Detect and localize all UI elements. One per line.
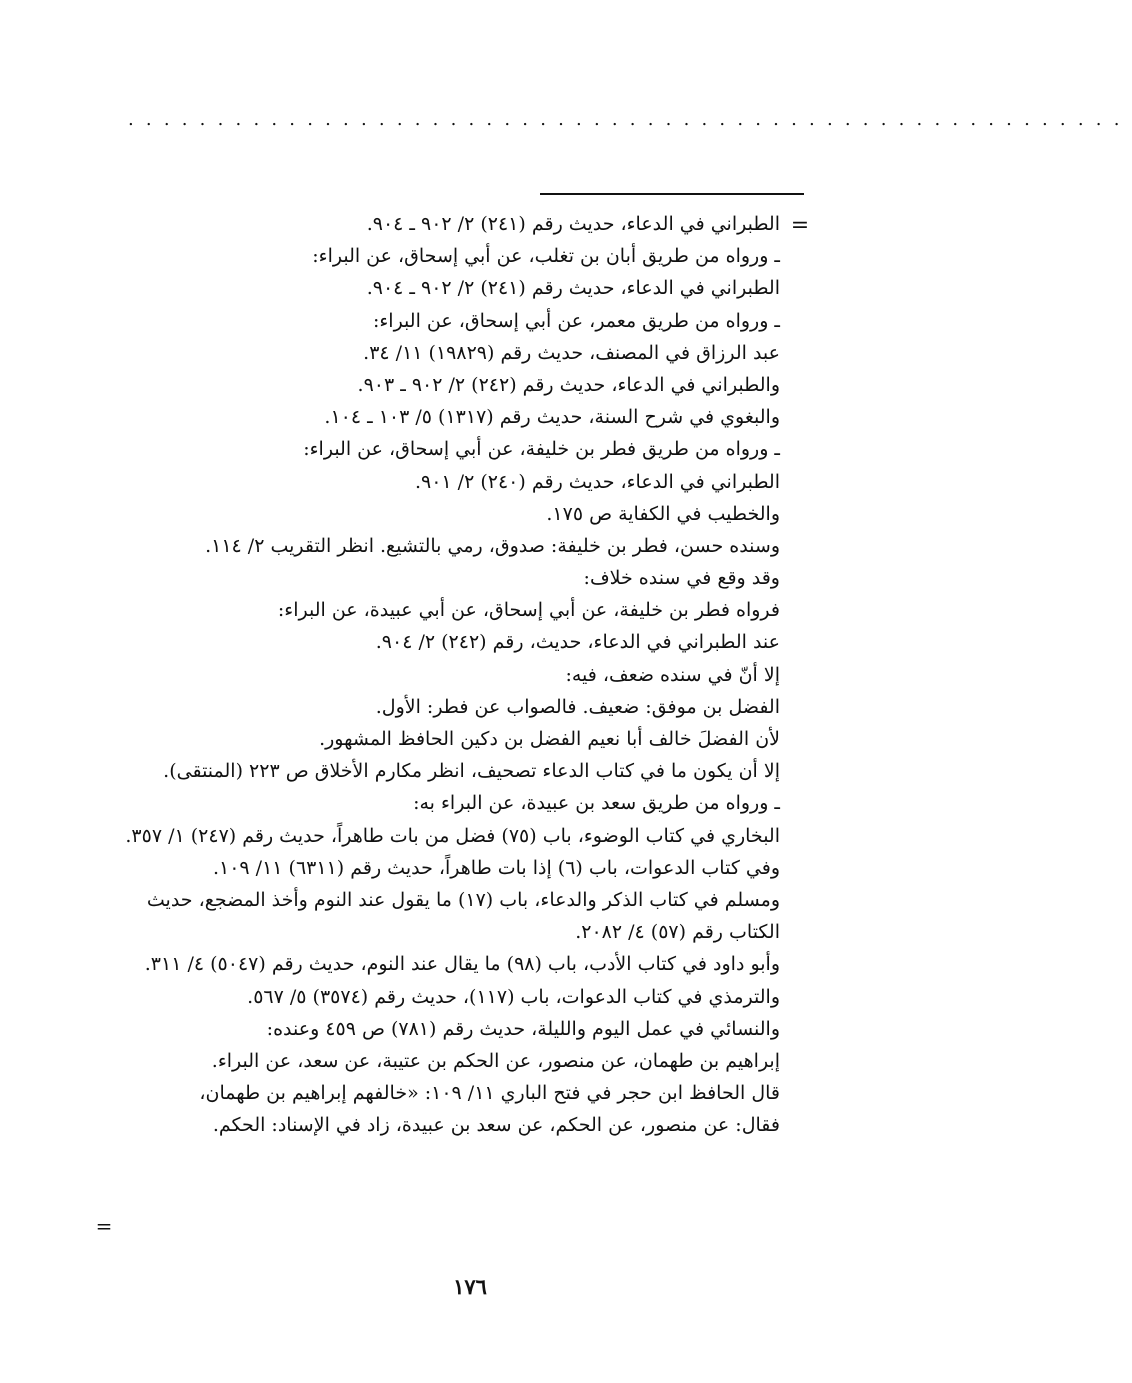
footnote-line: إبراهيم بن طهمان، عن منصور، عن الحكم بن عتيبة، عن سعد، عن البراء. (211, 1049, 780, 1072)
footnote-line: والترمذي في كتاب الدعوات، باب (١١٧)، حديث رقم (٣٥٧٤) ٥/ ٥٦٧. (247, 985, 780, 1008)
footnote-line: البخاري في كتاب الوضوء، باب (٧٥) فضل من بات طاهراً، حديث رقم (٢٤٧) ١/ ٣٥٧. (125, 824, 780, 847)
footnote-line: والنسائي في عمل اليوم والليلة، حديث رقم (٧٨١) ص ٤٥٩ وعنده: (266, 1017, 780, 1040)
footnote-line: الطبراني في الدعاء، حديث رقم (٢٤٠) ٢/ ٩٠١. (414, 470, 780, 493)
footnote-line: ـ ورواه من طريق فطر بن خليفة، عن أبي إسحاق، عن البراء: (303, 438, 780, 461)
continuation-end-mark: = (95, 1214, 113, 1238)
footnote-line: الطبراني في الدعاء، حديث رقم (٢٤١) ٢/ ٩٠٢ ـ ٩٠٤. (366, 277, 780, 300)
footnote-line: وفي كتاب الدعوات، باب (٦) إذا بات طاهراً، حديث رقم (٦٣١١) ١١/ ١٠٩. (212, 856, 780, 879)
footnote-line: قال الحافظ ابن حجر في فتح الباري ١١/ ١٠٩: «خالفهم إبراهيم بن طهمان، (199, 1082, 780, 1105)
footnote-line: ومسلم في كتاب الذكر والدعاء، باب (١٧) ما يقول عند النوم وأخذ المضجع، حديث الكتاب رقم (٥٧) ٤/ ٢٠٨٢. (146, 888, 780, 944)
footnote-line: ـ ورواه من طريق معمر، عن أبي إسحاق، عن البراء: (372, 309, 780, 332)
footnote-line: إلا أنّ في سنده ضعف، فيه: (565, 663, 780, 686)
footnote-line: والبغوي في شرح السنة، حديث رقم (١٣١٧) ٥/ ١٠٣ ـ ١٠٤. (324, 406, 780, 429)
footnote-line: وقد وقع في سنده خلاف: (583, 567, 780, 590)
footnote-line: عند الطبراني في الدعاء، حديث، رقم (٢٤٢) ٢/ ٩٠٤. (375, 631, 780, 654)
footnote-line: والطبراني في الدعاء، حديث رقم (٢٤٢) ٢/ ٩٠٢ ـ ٩٠٣. (357, 373, 780, 396)
footnote-line: وسنده حسن، فطر بن خليفة: صدوق، رمي بالتشيع. انظر التقريب ٢/ ١١٤. (205, 534, 780, 557)
page-number: ١٧٦ (453, 1274, 487, 1299)
footnote-line: فقال: عن منصور، عن الحكم، عن سعد بن عبيدة، زاد في الإسناد: الحكم. (212, 1114, 780, 1137)
footnote-line: عبد الرزاق في المصنف، حديث رقم (١٩٨٢٩) ١١/ ٣٤. (363, 341, 780, 364)
footnote-line: لأن الفضلَ خالف أبا نعيم الفضل بن دكين الحافظ المشهور. (319, 728, 780, 750)
dotted-separator: ........................................................ (128, 109, 1132, 130)
footnote-line: ـ ورواه من طريق أبان بن تغلب، عن أبي إسحاق، عن البراء: (312, 245, 780, 268)
footnote-line: وأبو داود في كتاب الأدب، باب (٩٨) ما يقال عند النوم، حديث رقم (٥٠٤٧) ٤/ ٣١١. (144, 953, 780, 976)
footnote-text (104, 208, 780, 1142)
footnote-line: والخطيب في الكفاية ص ١٧٥. (546, 502, 780, 525)
footnote-line: فرواه فطر بن خليفة، عن أبي إسحاق، عن أبي عبيدة، عن البراء: (277, 599, 780, 622)
footnote-line: الفضل بن موفق: ضعيف. فالصواب عن فطر: الأول. (375, 695, 780, 718)
footnote-line: ـ ورواه من طريق سعد بن عبيدة، عن البراء به: (413, 792, 780, 815)
continuation-mark: = (790, 213, 810, 238)
footnote-line: الطبراني في الدعاء، حديث رقم (٢٤١) ٢/ ٩٠٢ ـ ٩٠٤. (366, 213, 780, 235)
footnote-rule (540, 193, 804, 195)
footnote-line: إلا أن يكون ما في كتاب الدعاء تصحيف، انظر مكارم الأخلاق ص ٢٢٣ (المنتقى). (163, 760, 780, 783)
